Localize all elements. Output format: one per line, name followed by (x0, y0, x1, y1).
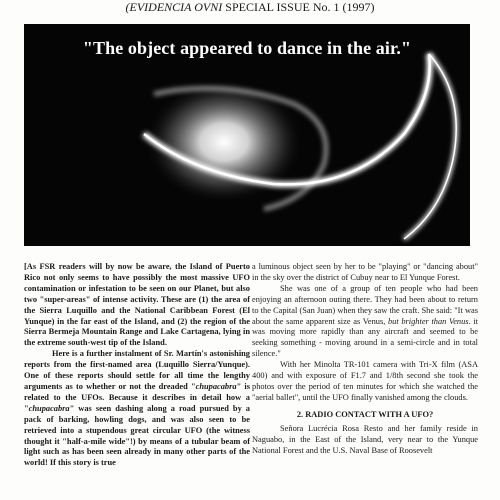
sighting-paragraph: a luminous object seen by her to be "playing" or "dancing about" in the sky over the district of Cubuy near to El Yunque Forest. (252, 262, 478, 282)
text-run: Here is a further instalment of Sr. Martín's astonishing reports from the first-named area (Luquillo Sierra/Yunque). One of these reports should settle for all time the lengthy arguments as to whether or not the dreaded " (24, 349, 250, 391)
article-left-column (24, 262, 250, 469)
radio-contact-paragraph: Señora Lucrécia Rosa Resto and her family reside in Naguabo, in the East of the Island, very near to the Yunque National Forest and the U.S. Naval Base of Roosevelt (252, 423, 478, 455)
text-run: She was one of a group of ten people who had been enjoying an afternoon outing there. They had been about to return to the Capital (San Juan) when they saw the craft. She said: "It was about the same apparent size as Venus, (252, 283, 478, 326)
camera-paragraph: With her Minolta TR-101 camera with Tri-X film (ASA 400) and with exposure of F1.7 and 1/8th second she took the photos over the period of ten minutes for which she watched the "aerial ballet", until the UFO finally vanished among the clouds. (252, 360, 478, 402)
page-header (0, 0, 500, 16)
witness-paragraph (252, 284, 478, 360)
emphasis-text: but brighter than Venus (387, 316, 469, 326)
chupacabra-term: chupacabra (195, 381, 237, 391)
text-run: " was seen dashing along a road pursued by a pack of barking, howling dogs, and was also seen to be retrieved into a stupendous great circular UFO (the witness thought it "half-a-mile wide"!) by means of a tubular beam of light such as has been seen already in many other parts of the world! If this story is true (24, 403, 250, 468)
article-right-column (252, 262, 478, 456)
chupacabra-term: chupacabra (28, 403, 70, 413)
section-heading: 2. RADIO CONTACT WITH A UFO? (296, 409, 434, 419)
ufo-photograph (24, 24, 470, 246)
intro-paragraph: [As FSR readers will by now be aware, the Island of Puerto Rico not only seems to have possibly the most massive UFO contamination or infestation to be seen on our Planet, but also two "super-areas" of intense activity. These are (1) the area of the Sierra Luquillo and the National Caribbean Forest (El Yunque) in the far east of the Island, and (2) the region of the Sierra Bermeja Mountain Range and Lake Cartagena, lying in the extreme south-west tip of the Island. (24, 262, 250, 348)
instalment-paragraph (24, 349, 250, 469)
photo-caption: "The object appeared to dance in the air." (82, 38, 412, 58)
publication-name: (EVIDENCIA OVNI (125, 0, 223, 14)
text-run: " is related to the UFOs. Because it describes in detail how a " (24, 381, 250, 413)
issue-label: SPECIAL ISSUE No. 1 (1997) (222, 0, 375, 14)
text-run: . it was moving more rapidly than any aircraft and seemed to be seeking something - moving around in a semi-circle and in total silence." (252, 316, 478, 359)
